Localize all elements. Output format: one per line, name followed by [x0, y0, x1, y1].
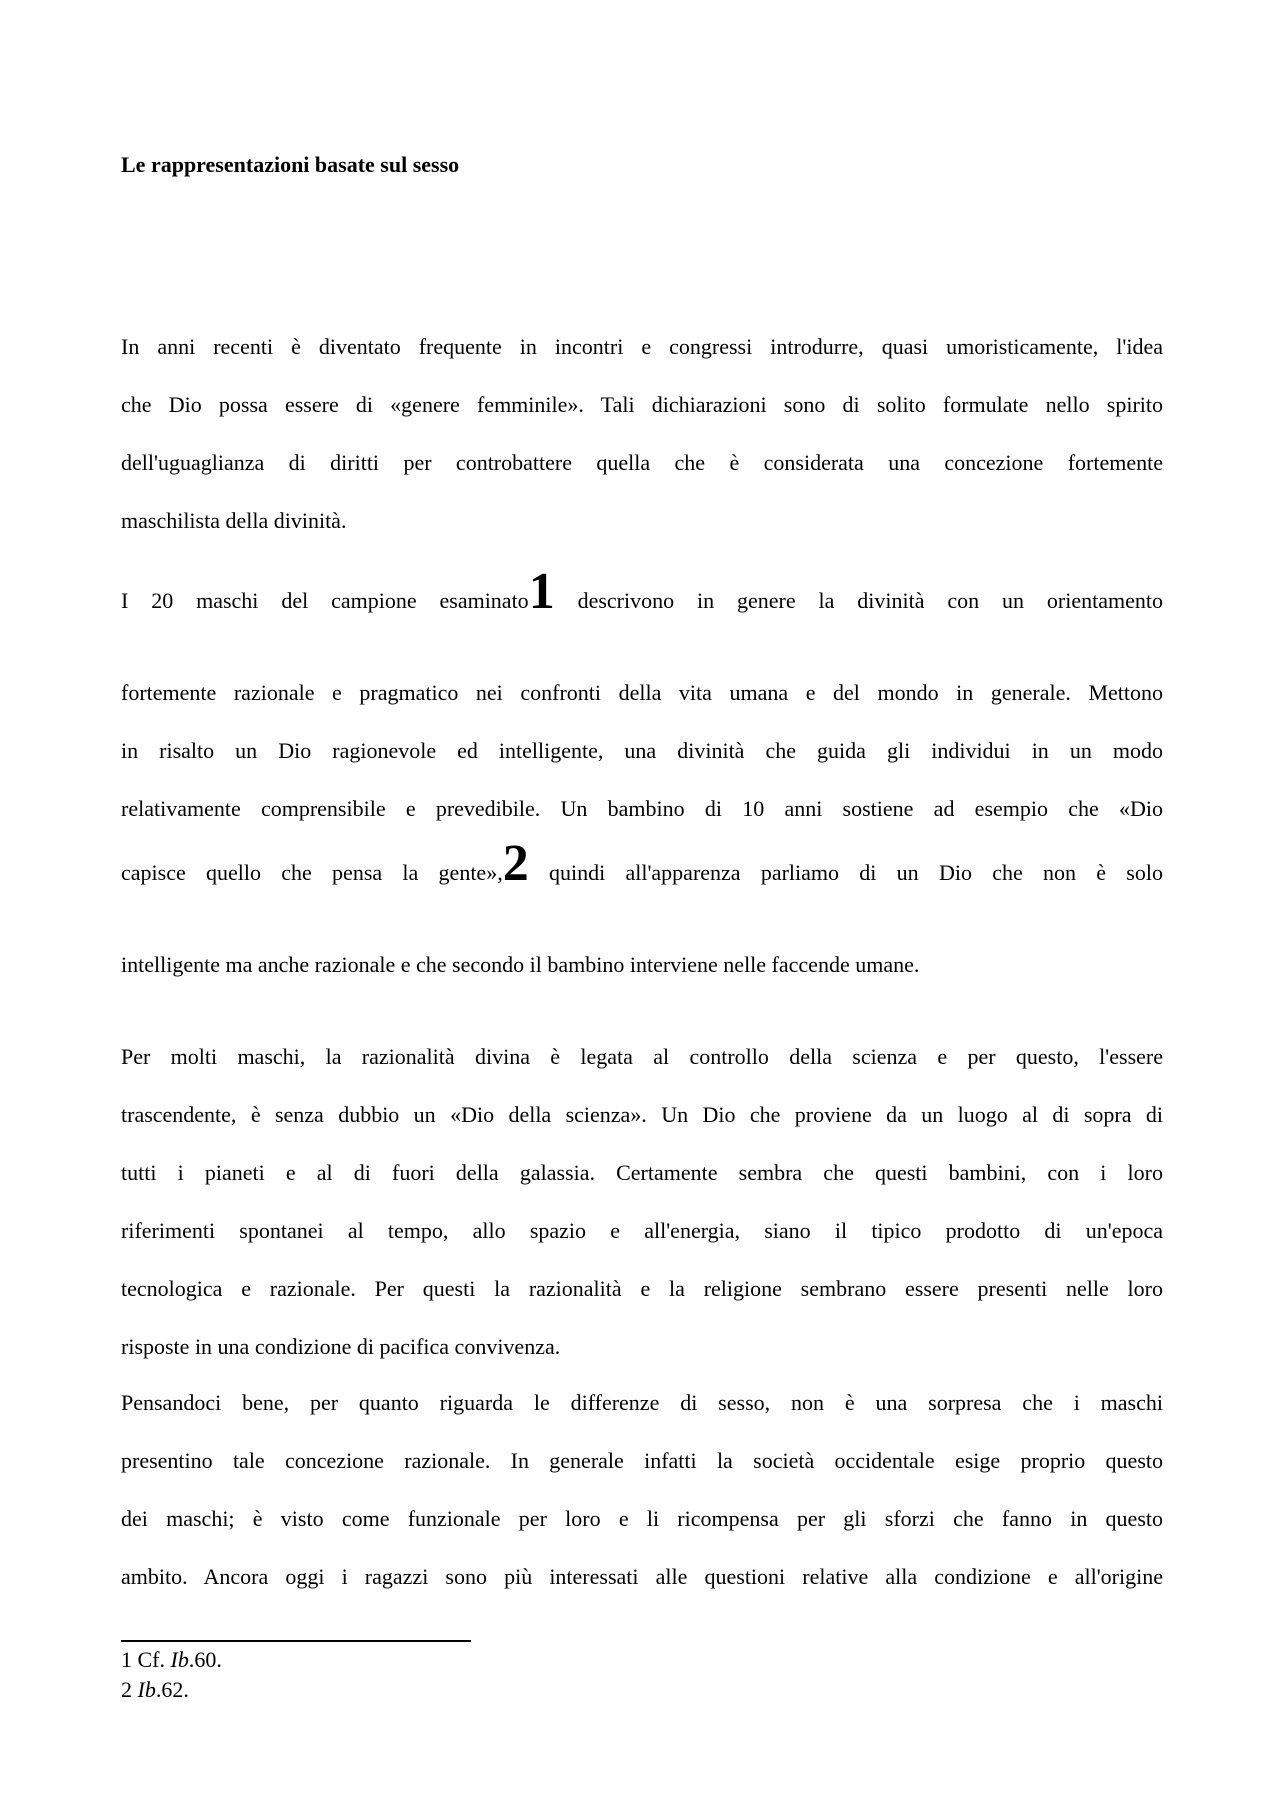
text-line: che Dio possa essere di «genere femminile». Tali dichiarazioni sono di solito formulate nello spirito: [121, 392, 1163, 417]
text-segment: capisce quello che pensa la gente»,: [121, 860, 503, 885]
text-line: dei maschi; è visto come funzionale per loro e li ricompensa per gli sforzi che fanno in questo: [121, 1506, 1163, 1531]
text-line: presentino tale concezione razionale. In generale infatti la società occidentale esige proprio questo: [121, 1448, 1163, 1473]
text-line: in risalto un Dio ragionevole ed intelligente, una divinità che guida gli individui in un modo: [121, 738, 1163, 763]
text-segment: quindi all'apparenza parliamo di un Dio che non è solo: [528, 860, 1163, 885]
paragraph-3: [121, 1028, 1163, 1370]
text-line: ambito. Ancora oggi i ragazzi sono più interessati alle questioni relative alla condizione e all'origine: [121, 1564, 1163, 1589]
footnote-text: Cf.: [137, 1647, 171, 1672]
text-line: maschilista della divinità.: [121, 508, 347, 533]
text-line: riferimenti spontanei al tempo, allo spazio e all'energia, siano il tipico prodotto di un'epoca: [121, 1218, 1163, 1243]
paragraph-2: [121, 563, 1163, 988]
text-line: tutti i pianeti e al di fuori della galassia. Certamente sembra che questi bambini, con i loro: [121, 1160, 1163, 1185]
section-title: Le rappresentazioni basate sul sesso: [121, 152, 460, 177]
text-line: risposte in una condizione di pacifica convivenza.: [121, 1334, 561, 1359]
text-line: fortemente razionale e pragmatico nei confronti della vita umana e del mondo in generale. Mettono: [121, 680, 1163, 705]
text-line: trascendente, è senza dubbio un «Dio della scienza». Un Dio che proviene da un luogo al di sopra di: [121, 1102, 1163, 1127]
footnote-text: .62.: [155, 1677, 189, 1702]
footnote-number: 1: [121, 1647, 132, 1672]
footnote-ref-2[interactable]: 2: [502, 835, 529, 892]
text-line: Pensandoci bene, per quanto riguarda le differenze di sesso, non è una sorpresa che i maschi: [121, 1390, 1163, 1415]
paragraph-1: [121, 318, 1163, 550]
text-line: [121, 563, 1163, 664]
footnote-separator: [121, 1640, 471, 1642]
text-line: Per molti maschi, la razionalità divina è legata al controllo della scienza e per questo, l'essere: [121, 1044, 1163, 1069]
footnote-abbrev: Ib: [170, 1647, 189, 1672]
text-segment: descrivono in genere la divinità con un orientamento: [554, 588, 1163, 613]
text-line: relativamente comprensibile e prevedibile. Un bambino di 10 anni sostiene ad esempio che «Dio: [121, 796, 1163, 821]
text-line: intelligente ma anche razionale e che secondo il bambino interviene nelle faccende umane.: [121, 952, 920, 977]
text-line: dell'uguaglianza di diritti per controbattere quella che è considerata una concezione fortemente: [121, 450, 1163, 475]
footnote-ref-1[interactable]: 1: [528, 563, 555, 620]
footnote-abbrev: Ib: [137, 1677, 156, 1702]
footnote-2: [121, 1675, 189, 1705]
text-line: In anni recenti è diventato frequente in incontri e congressi introdurre, quasi umoristicamente, l'idea: [121, 334, 1163, 359]
text-segment: I 20 maschi del campione esaminato: [121, 588, 529, 613]
paragraph-4: [121, 1374, 1163, 1606]
text-line: [121, 835, 1163, 936]
text-line: tecnologica e razionale. Per questi la razionalità e la religione sembrano essere presenti nelle loro: [121, 1276, 1163, 1301]
footnote-1: [121, 1645, 222, 1675]
footnote-number: 2: [121, 1677, 132, 1702]
footnote-text: .60.: [188, 1647, 222, 1672]
